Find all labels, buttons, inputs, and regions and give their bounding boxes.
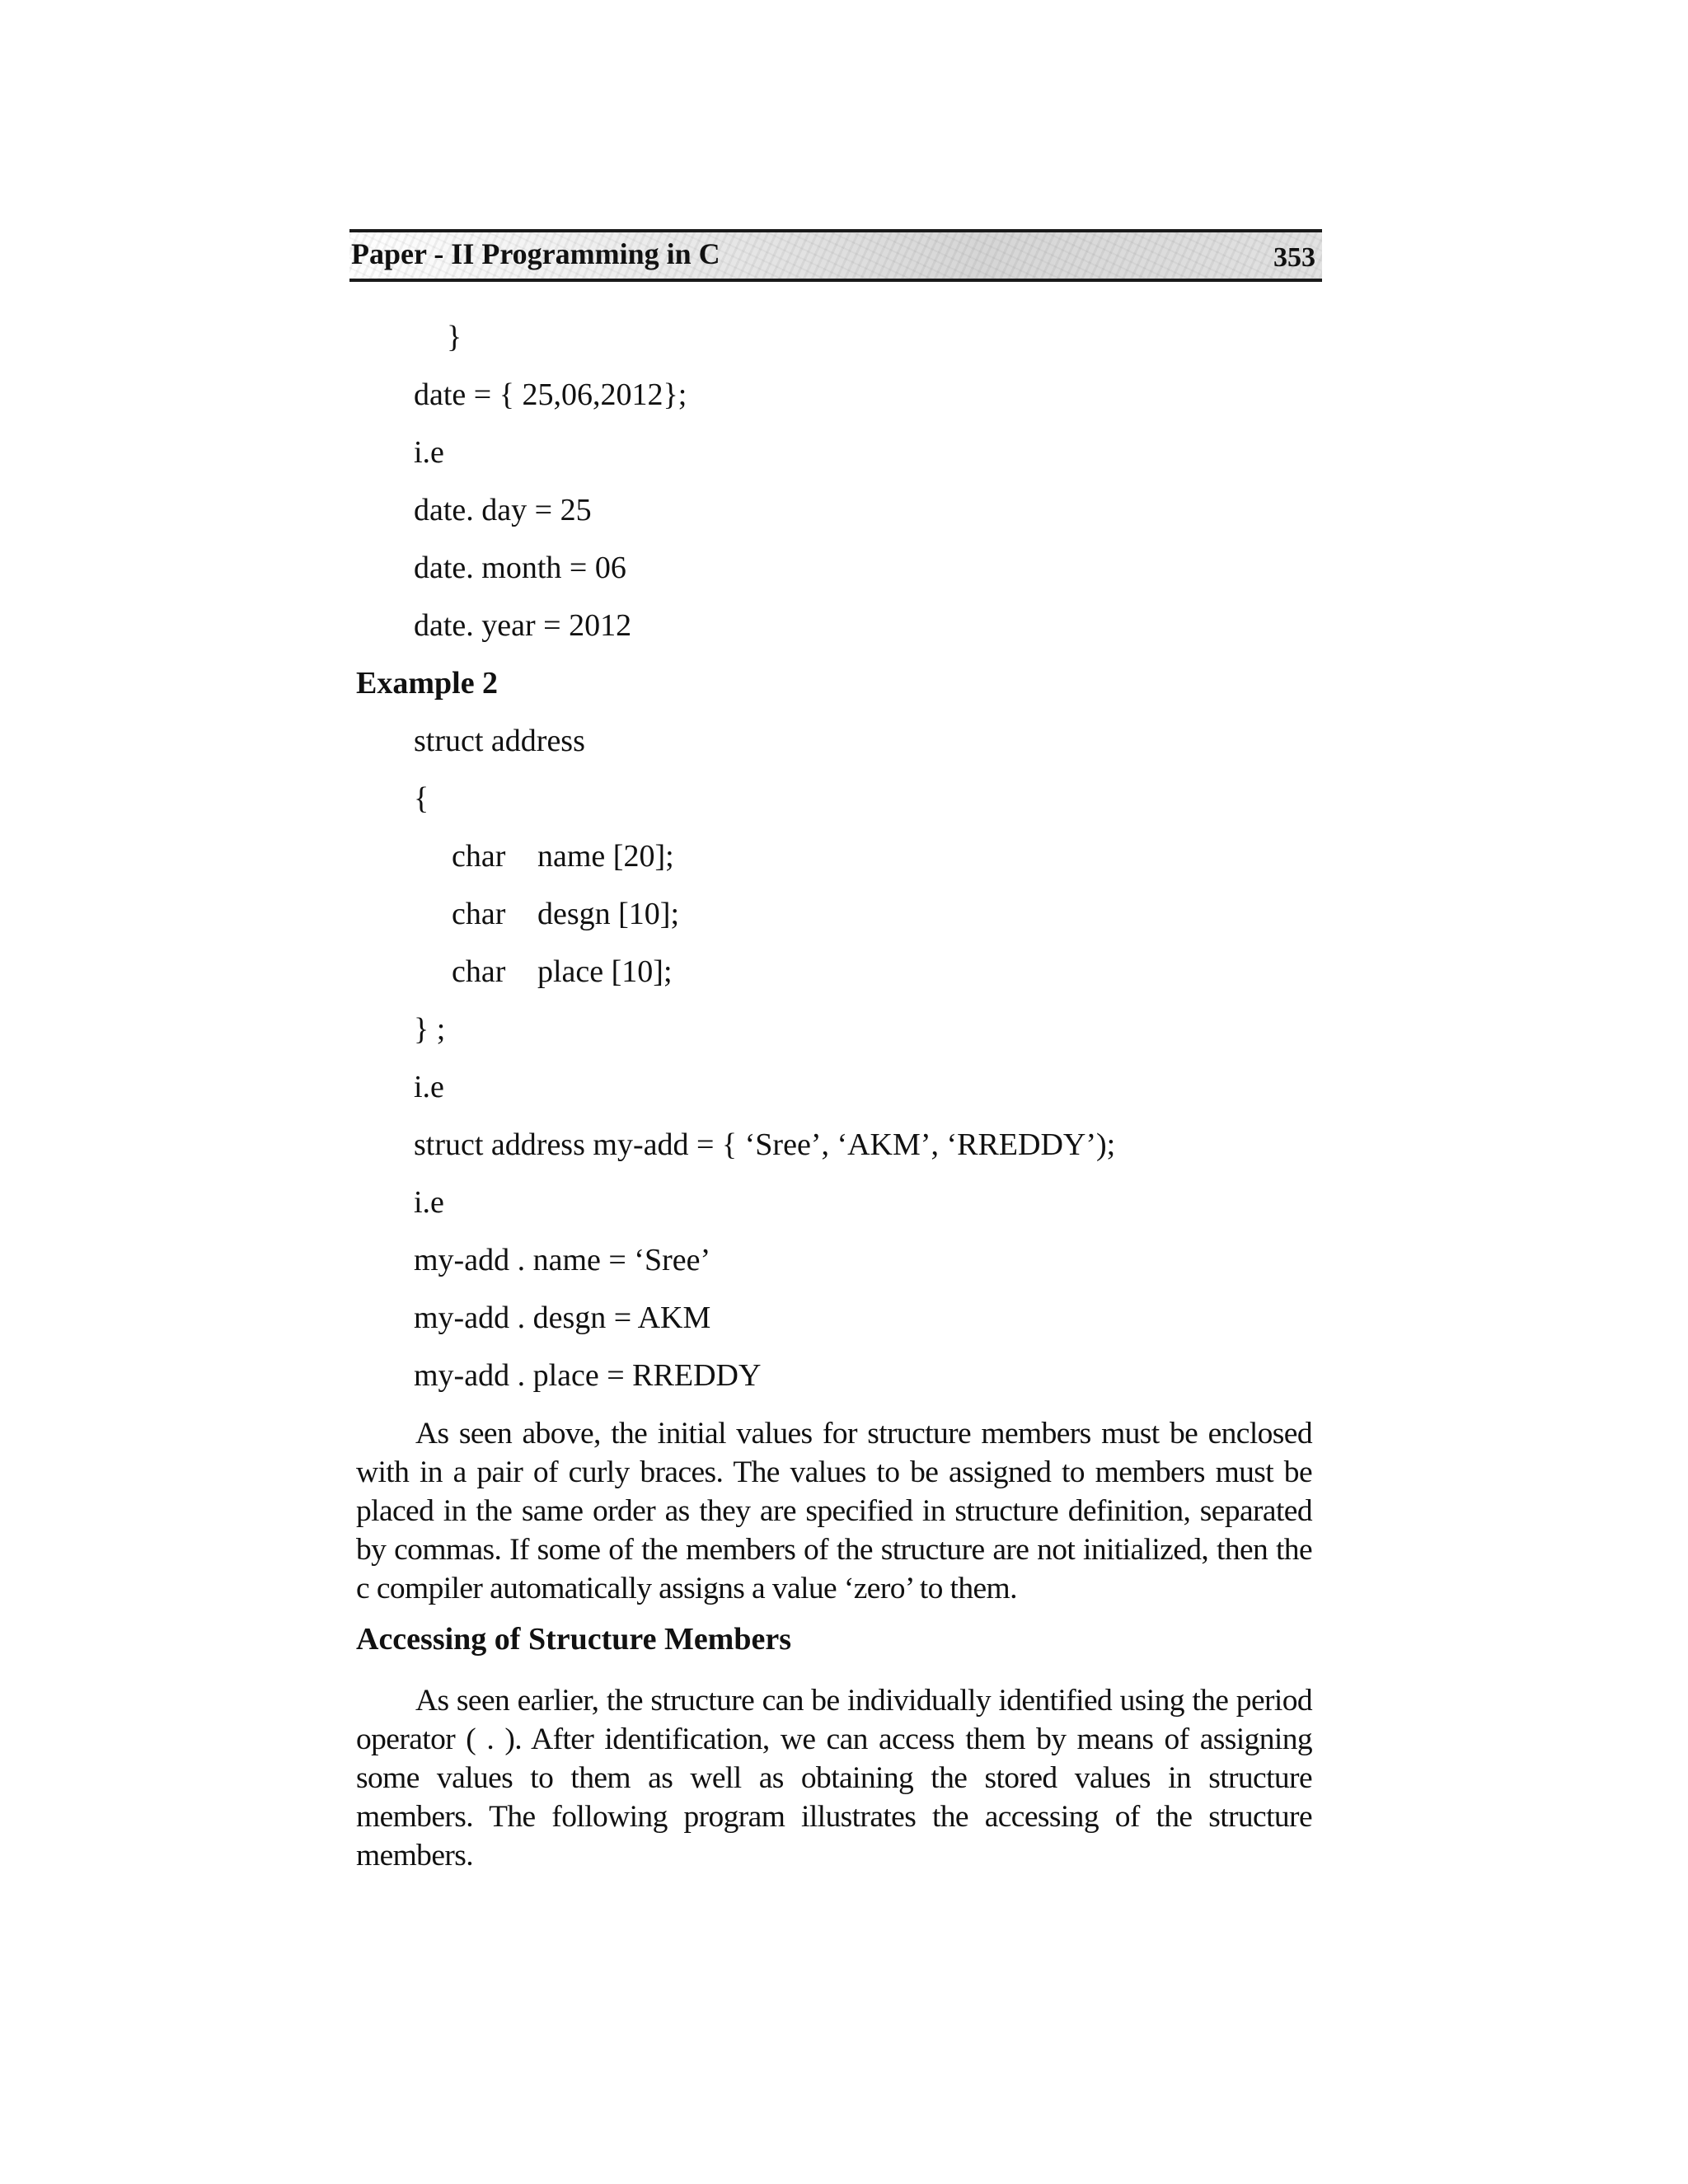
code-line-closing-brace: } xyxy=(447,320,462,354)
code-line-close-brace: } ; xyxy=(414,1012,446,1047)
code-line-assign-desgn: my-add . desgn = AKM xyxy=(414,1301,711,1335)
member-type: char xyxy=(452,954,506,989)
header-title: Paper - II Programming in C xyxy=(351,237,720,270)
body-paragraph: As seen above, the initial values for structure members must be enclosed with in a pair of curly braces. The values to be assigned to members must be placed in the same order as they are specified in structure definition, separated by commas. If some of the members of the structure are not initialized, then the c compiler automatically assigns a value ‘zero’ to them. xyxy=(356,1417,1312,1605)
member-field: name [20]; xyxy=(537,839,674,874)
code-line-ie: i.e xyxy=(414,435,444,470)
code-line-open-brace: { xyxy=(414,781,429,816)
page-number: 353 xyxy=(1273,242,1315,273)
example-heading: Example 2 xyxy=(356,666,499,701)
code-line-assign-place: my-add . place = RREDDY xyxy=(414,1358,762,1393)
code-line-struct-address: struct address xyxy=(414,724,585,758)
code-line-date-day: date. day = 25 xyxy=(414,493,592,527)
code-line-ie: i.e xyxy=(414,1070,444,1104)
code-line-date-month: date. month = 06 xyxy=(414,551,626,585)
code-line-date-year: date. year = 2012 xyxy=(414,608,632,643)
code-line-struct-init: struct address my-add = { ‘Sree’, ‘AKM’, ‘RREDDY’); xyxy=(414,1127,1116,1162)
code-line-ie: i.e xyxy=(414,1185,444,1220)
member-type: char xyxy=(452,839,506,874)
member-field: place [10]; xyxy=(537,954,673,989)
code-line-assign-name: my-add . name = ‘Sree’ xyxy=(414,1243,711,1277)
member-type: char xyxy=(452,897,506,931)
member-field: desgn [10]; xyxy=(537,897,680,931)
code-line-date-init: date = { 25,06,2012}; xyxy=(414,377,687,412)
section-heading: Accessing of Structure Members xyxy=(356,1622,791,1657)
running-header xyxy=(349,229,1322,282)
body-paragraph: As seen earlier, the structure can be individually identified using the period operator ( . ). After identification, we can access them by means of assigning some values to them as well as obtaining the stored values in structure members. The following program illustrates the accessing of the structure members. xyxy=(356,1684,1312,1872)
